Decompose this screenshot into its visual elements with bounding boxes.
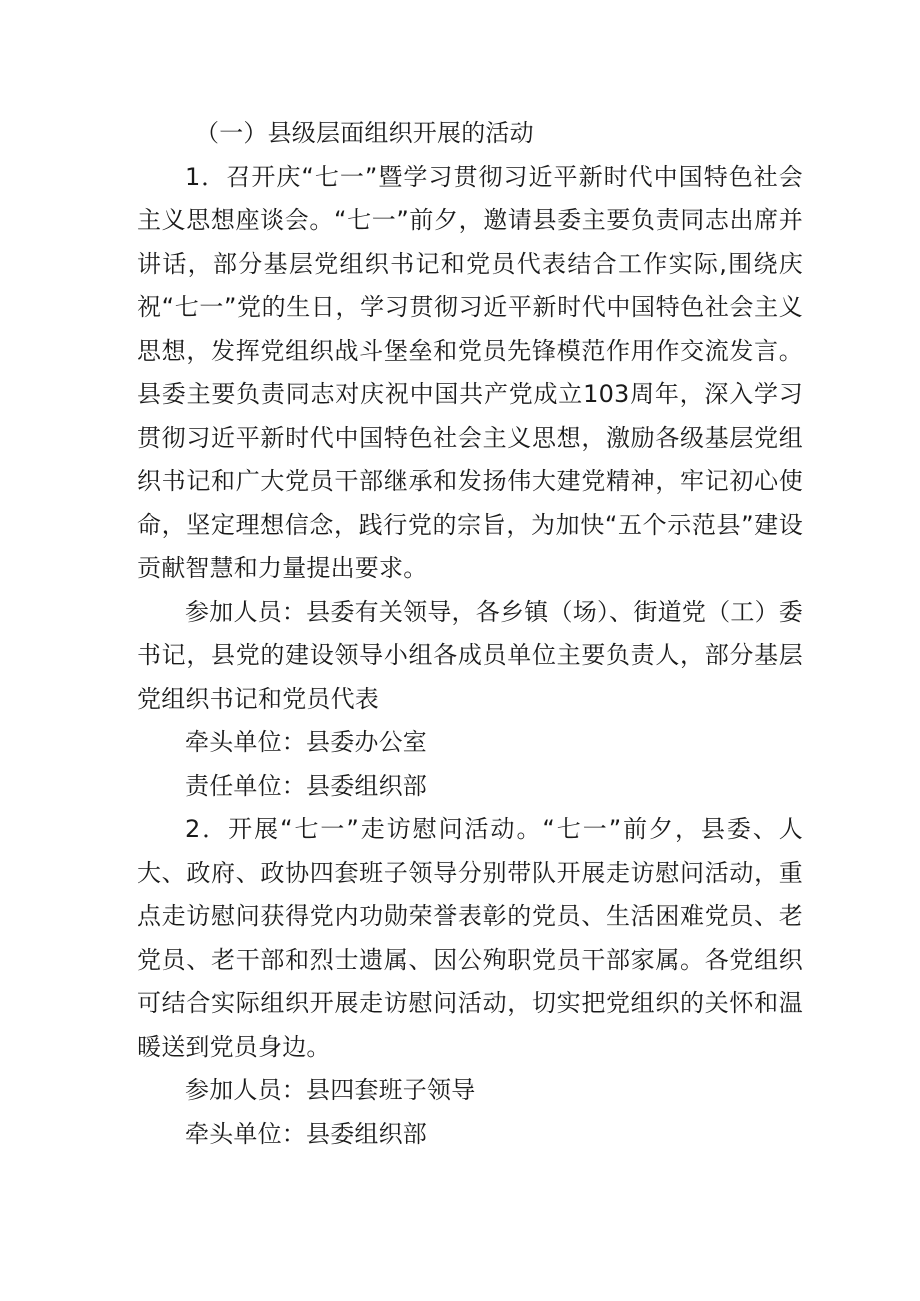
item-2-participants: 参加人员：县四套班子领导 [185, 1076, 476, 1104]
document-body [137, 112, 803, 1156]
section-heading: （一）县级层面组织开展的活动 [195, 119, 534, 147]
item-1-lead-unit: 牵头单位：县委办公室 [185, 728, 427, 756]
item-1-body: 1．召开庆“七一”暨学习贯彻习近平新时代中国特色社会主义思想座谈会。“七一”前夕，邀请县委主要负责同志出席并讲话，部分基层党组织书记和党员代表结合工作实际,围绕庆祝“七一”党的生日，学习贯彻习近平新时代中国特色社会主义思想，发挥党组织战斗堡垒和党员先锋模范作用作交流发言。县委主要负责同志对庆祝中国共产党成立103周年，深入学习贯彻习近平新时代中国特色社会主义思想，激励各级基层党组织书记和广大党员干部继承和发扬伟大建党精神，牢记初心使命，坚定理想信念，践行党的宗旨，为加快“五个示范县”建设贡献智慧和力量提出要求。 [137, 162, 803, 582]
item-1-responsible-unit: 责任单位：县委组织部 [185, 771, 427, 800]
item-2-lead-unit: 牵头单位：县委组织部 [185, 1119, 427, 1148]
item-2-body: 2．开展“七一”走访慰问活动。“七一”前夕，县委、人大、政府、政协四套班子领导分别带队开展走访慰问活动，重点走访慰问获得党内功勋荣誉表彰的党员、生活困难党员、老党员、老干部和烈士遗属、因公殉职党员干部家属。各党组织可结合实际组织开展走访慰问活动，切实把党组织的关怀和温暖送到党员身边。 [137, 815, 803, 1061]
item-1-participants: 参加人员：县委有关领导，各乡镇（场）、街道党（工）委书记，县党的建设领导小组各成员单位主要负责人，部分基层党组织书记和党员代表 [137, 597, 803, 713]
